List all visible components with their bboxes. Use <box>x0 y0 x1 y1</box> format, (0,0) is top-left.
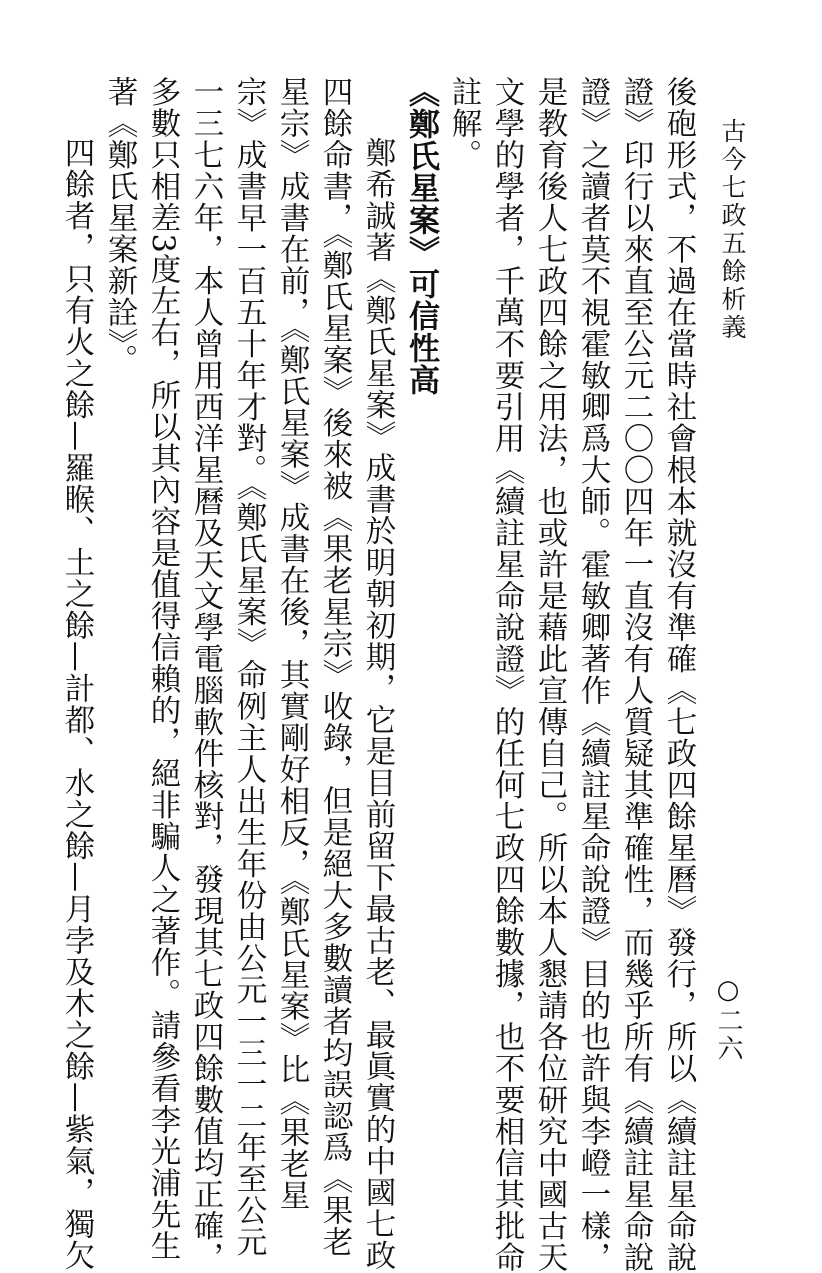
text-column: 證》印行以來直至公元二〇〇四年一直沒有人質疑其準確性，而幾乎所有《續註星命說 <box>618 76 653 1273</box>
text-column: 註解。 <box>446 76 481 171</box>
text-column: 多數只相差3度左右，所以其內容是值得信賴的，絕非騙人之著作。請參看李光浦先生 <box>145 76 180 1262</box>
text-column: 四餘命書，《鄭氏星案》後來被《果老星宗》收錄，但是絕大多數讀者均誤認爲《果老 <box>317 76 352 1258</box>
text-column: 著《鄭氏星案新詮》。 <box>102 76 137 376</box>
text-column: 是教育後人七政四餘之用法，也或許是藉此宣傳自己。所以本人懇請各位研究中國古天 <box>532 76 567 1273</box>
text-column: 鄭希誠著《鄭氏星案》成書於明朝初期，它是目前留下最古老、最眞實的中國七政 <box>360 137 395 1271</box>
text-column: 一三七六年，本人曾用西洋星曆及天文學電腦軟件核對，發現其七政四餘數值均正確， <box>188 76 223 1273</box>
running-header: 古今七政五餘析義 <box>718 118 747 342</box>
text-column: 後砲形式，不過在當時社會根本就沒有準確《七政四餘星曆》發行，所以《續註星命說 <box>661 76 696 1273</box>
body-text <box>59 76 700 1273</box>
text-column: 四餘者，只有火之餘—羅睺、土之餘—計都、水之餘—月孛及木之餘—紫氣，獨欠 <box>59 137 94 1271</box>
text-column: 宗》成書早一百五十年才對。《鄭氏星案》命例主人出生年份由公元一三一二年至公元 <box>231 76 266 1258</box>
page-number: ○二六 <box>713 975 743 1063</box>
text-column: 證》之讀者莫不視霍敏卿爲大師。霍敏卿著作《續註星命說證》目的也許與李嶝一樣， <box>575 76 610 1273</box>
text-column: 星宗》成書在前，《鄭氏星案》成書在後，其實剛好相反，《鄭氏星案》比《果老星 <box>274 76 309 1211</box>
section-heading: 《鄭氏星案》可信性高 <box>403 76 439 396</box>
text-column: 文學的學者，千萬不要引用《續註星命說證》的任何七政四餘數據，也不要相信其批命 <box>489 76 524 1273</box>
